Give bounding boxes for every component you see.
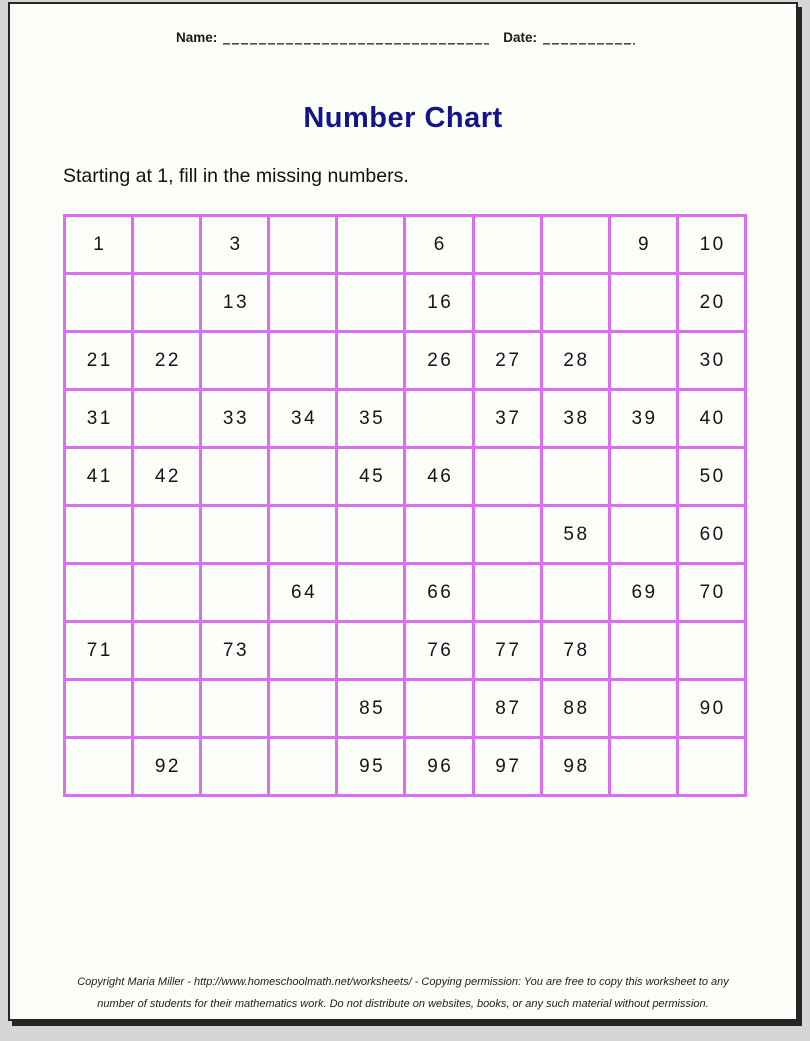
grid-cell-number: 77 [473,622,541,680]
grid-cell-number: 58 [541,506,609,564]
grid-cell-number: 20 [677,274,745,332]
grid-row [65,390,746,448]
grid-cell-number: 26 [405,332,473,390]
grid-cell-blank [473,506,541,564]
footer-copyright [10,971,796,1015]
grid-cell-number: 46 [405,448,473,506]
grid-row [65,564,746,622]
grid-cell-blank [269,274,337,332]
grid-cell-blank [269,332,337,390]
grid-cell-blank [405,680,473,738]
page-title: Number Chart [303,102,503,134]
grid-cell-number: 34 [269,390,337,448]
grid-cell-number: 31 [65,390,133,448]
grid-row [65,622,746,680]
grid-cell-number: 98 [541,738,609,796]
grid-cell-number: 45 [337,448,405,506]
name-label: Name: [176,30,218,45]
grid-cell-blank [473,216,541,274]
grid-cell-blank [133,622,201,680]
grid-cell-blank [609,448,677,506]
grid-cell-blank [201,448,269,506]
grid-cell-blank [65,274,133,332]
instruction-text: Starting at 1, fill in the missing numbers. [63,165,409,187]
grid-cell-number: 10 [677,216,745,274]
grid-cell-blank [609,332,677,390]
grid-cell-blank [133,564,201,622]
grid-cell-number: 30 [677,332,745,390]
grid-cell-number: 35 [337,390,405,448]
grid-cell-blank [65,680,133,738]
grid-cell-number: 1 [65,216,133,274]
grid-cell-blank [337,622,405,680]
grid-cell-number: 21 [65,332,133,390]
grid-cell-number: 97 [473,738,541,796]
grid-row [65,332,746,390]
grid-cell-blank [269,216,337,274]
grid-cell-blank [337,274,405,332]
grid-cell-number: 71 [65,622,133,680]
grid-cell-number: 6 [405,216,473,274]
grid-cell-blank [337,564,405,622]
grid-row [65,216,746,274]
grid-cell-blank [201,564,269,622]
grid-cell-number: 3 [201,216,269,274]
grid-cell-number: 95 [337,738,405,796]
grid-cell-number: 41 [65,448,133,506]
name-date-header [176,30,635,45]
grid-cell-blank [201,738,269,796]
date-blank-line [543,30,635,45]
name-blank-line [223,30,489,45]
grid-cell-number: 28 [541,332,609,390]
grid-cell-number: 76 [405,622,473,680]
grid-cell-blank [337,332,405,390]
grid-cell-number: 37 [473,390,541,448]
grid-cell-blank [269,738,337,796]
grid-cell-blank [133,216,201,274]
grid-row [65,680,746,738]
grid-cell-number: 42 [133,448,201,506]
grid-row [65,506,746,564]
number-grid [63,214,747,797]
grid-cell-blank [337,216,405,274]
grid-row [65,448,746,506]
grid-cell-number: 9 [609,216,677,274]
grid-cell-blank [677,738,745,796]
grid-cell-blank [133,390,201,448]
grid-cell-number: 64 [269,564,337,622]
grid-cell-blank [201,680,269,738]
grid-cell-number: 60 [677,506,745,564]
grid-row [65,274,746,332]
grid-cell-blank [609,506,677,564]
grid-cell-number: 70 [677,564,745,622]
footer-line-2: number of students for their mathematics work. Do not distribute on websites, books, or any such material without permission. [97,998,709,1010]
grid-cell-blank [609,274,677,332]
grid-cell-blank [269,506,337,564]
grid-cell-number: 69 [609,564,677,622]
grid-cell-blank [65,564,133,622]
number-grid-body [65,216,746,796]
grid-cell-blank [541,448,609,506]
grid-cell-blank [269,622,337,680]
grid-cell-number: 88 [541,680,609,738]
grid-cell-blank [269,448,337,506]
grid-cell-blank [473,448,541,506]
grid-cell-blank [201,506,269,564]
grid-cell-number: 87 [473,680,541,738]
grid-cell-number: 73 [201,622,269,680]
grid-cell-blank [133,274,201,332]
grid-row [65,738,746,796]
grid-cell-blank [133,680,201,738]
grid-cell-number: 78 [541,622,609,680]
grid-cell-number: 22 [133,332,201,390]
grid-cell-number: 66 [405,564,473,622]
grid-cell-number: 38 [541,390,609,448]
grid-cell-blank [609,738,677,796]
grid-cell-number: 39 [609,390,677,448]
grid-cell-blank [541,564,609,622]
grid-cell-number: 90 [677,680,745,738]
grid-cell-blank [473,564,541,622]
grid-cell-blank [405,390,473,448]
grid-cell-blank [405,506,473,564]
grid-cell-blank [65,506,133,564]
grid-cell-blank [609,680,677,738]
grid-cell-number: 40 [677,390,745,448]
grid-cell-blank [337,506,405,564]
grid-cell-number: 96 [405,738,473,796]
grid-cell-blank [133,506,201,564]
worksheet-paper [8,2,798,1021]
grid-cell-number: 85 [337,680,405,738]
grid-cell-number: 27 [473,332,541,390]
grid-cell-blank [65,738,133,796]
grid-cell-blank [201,332,269,390]
grid-cell-blank [473,274,541,332]
grid-cell-number: 50 [677,448,745,506]
grid-cell-number: 92 [133,738,201,796]
grid-cell-number: 13 [201,274,269,332]
grid-cell-number: 16 [405,274,473,332]
grid-cell-blank [677,622,745,680]
grid-cell-blank [609,622,677,680]
footer-line-1: Copyright Maria Miller - http://www.homeschoolmath.net/worksheets/ - Copying permission: You are free to copy this worksheet to any [77,976,729,988]
grid-cell-blank [541,274,609,332]
grid-cell-number: 33 [201,390,269,448]
date-label: Date: [503,30,538,45]
grid-cell-blank [541,216,609,274]
grid-cell-blank [269,680,337,738]
